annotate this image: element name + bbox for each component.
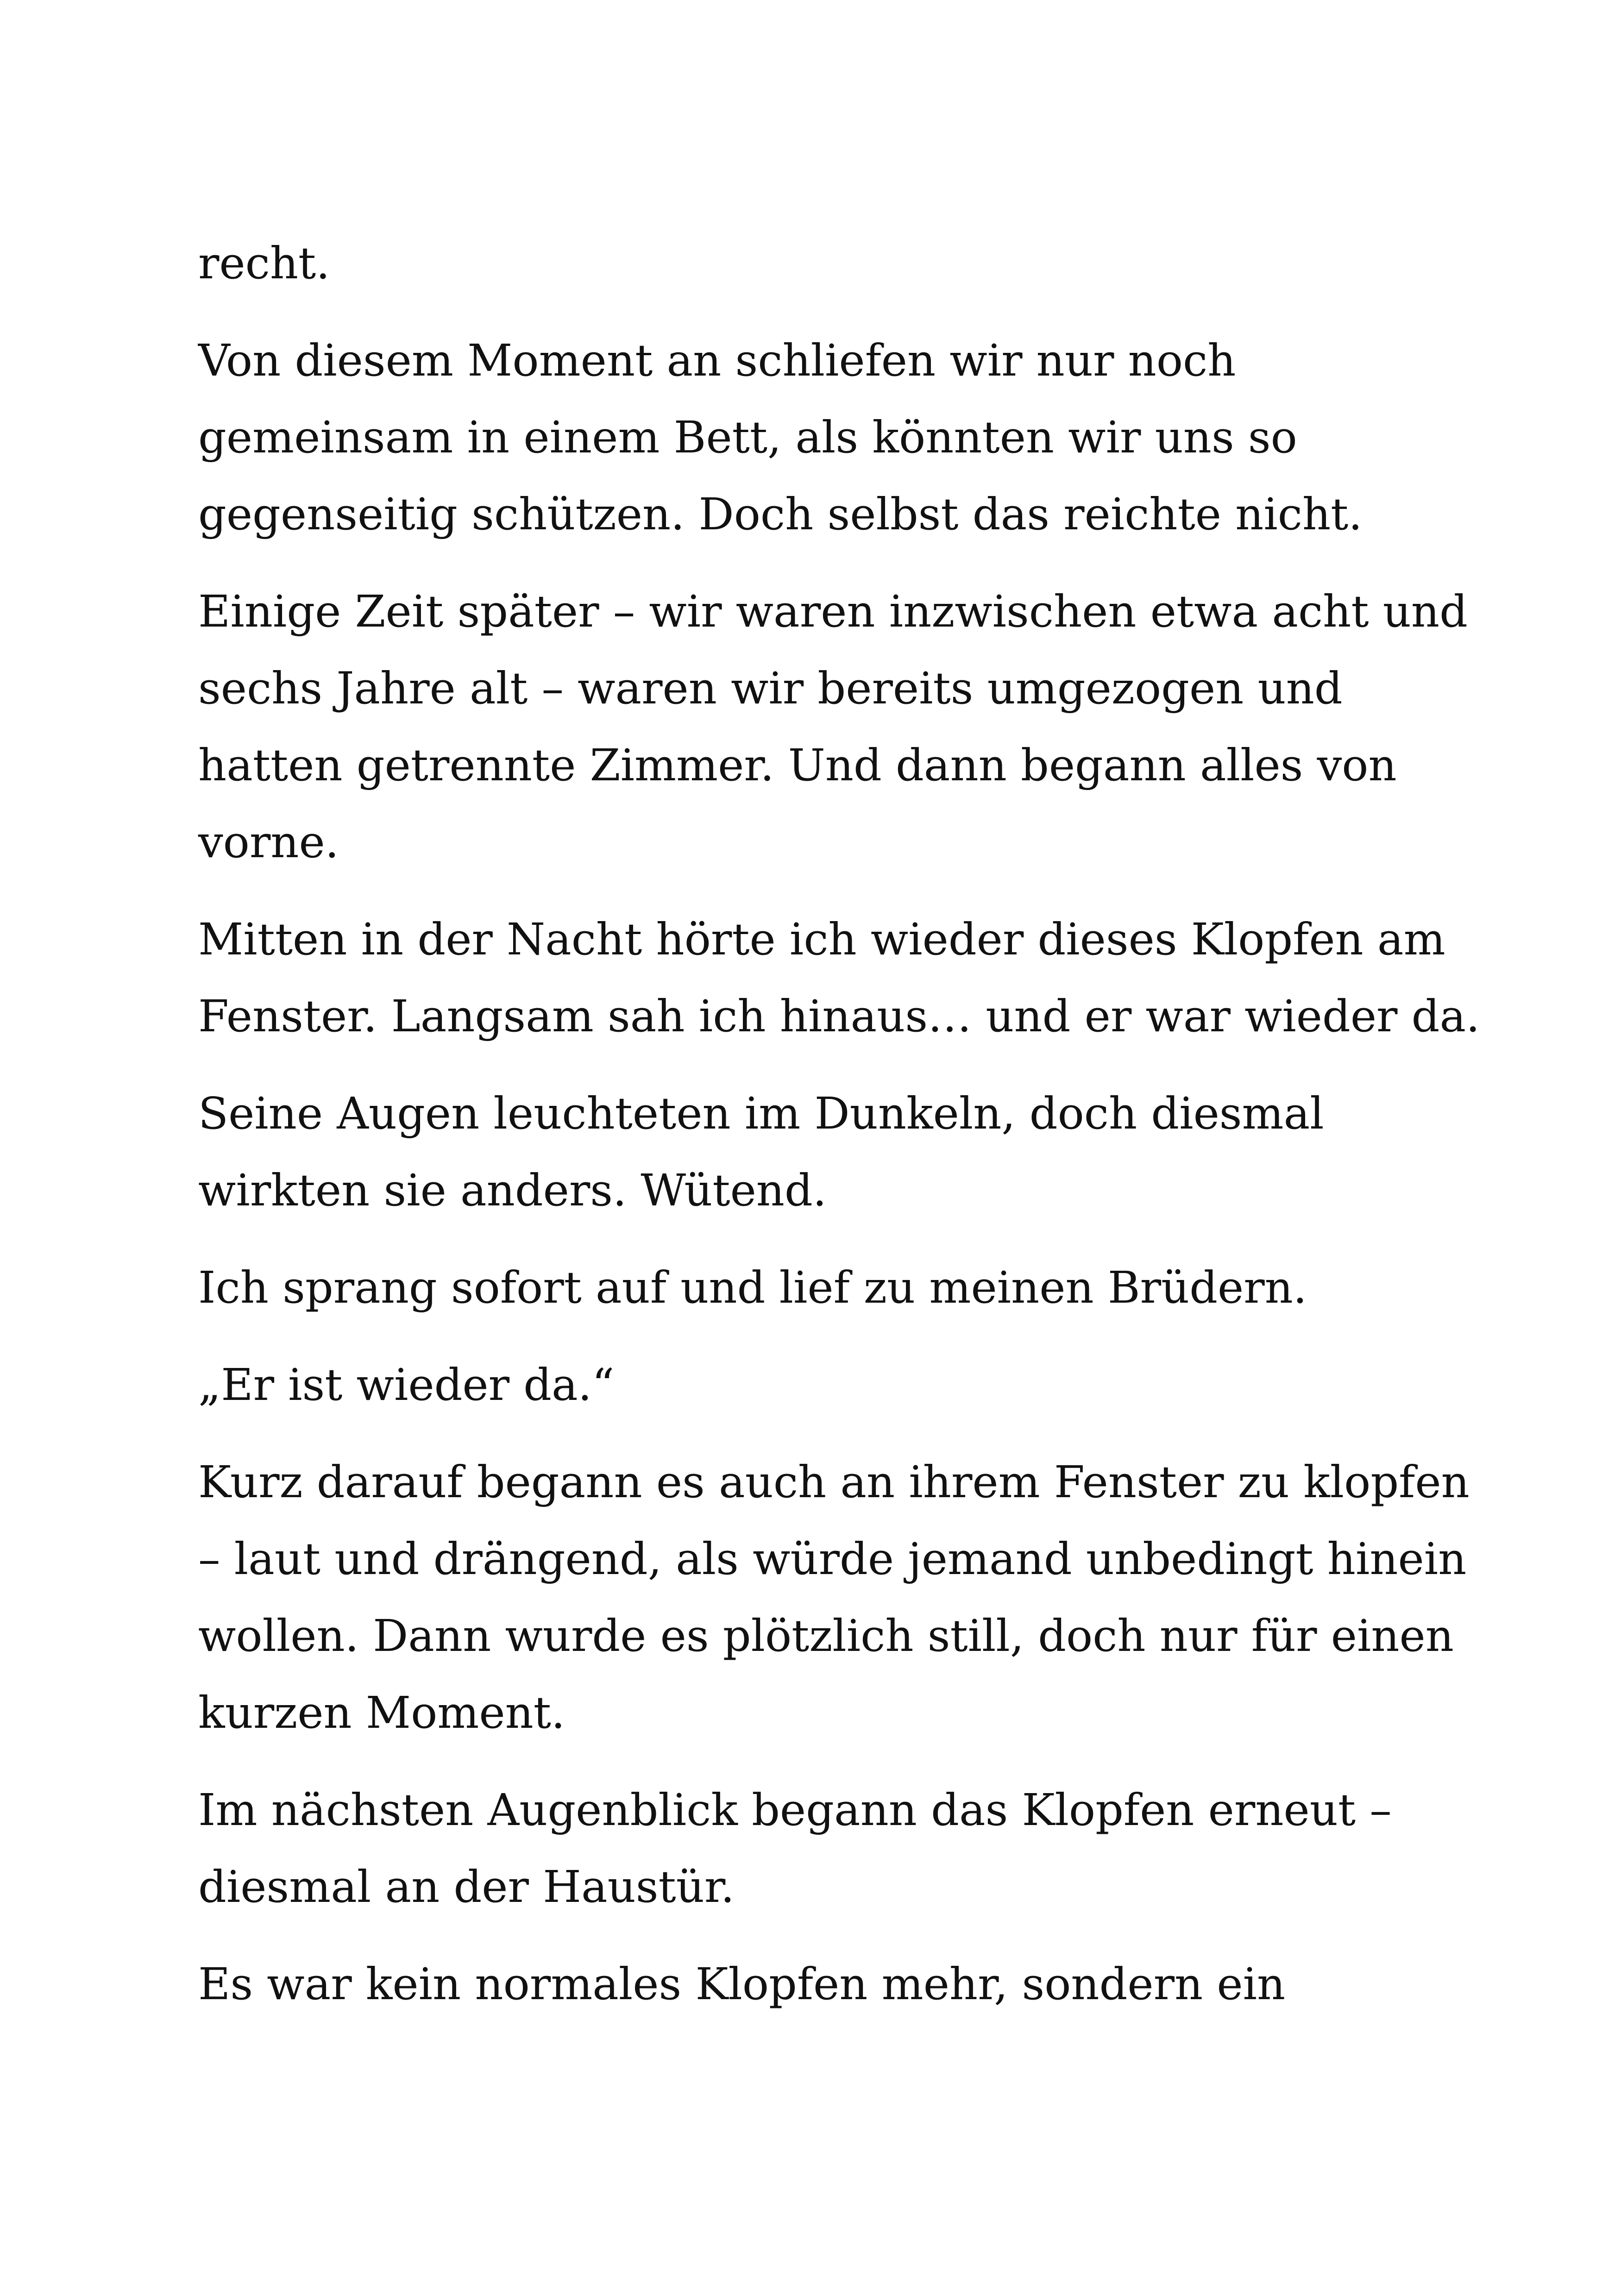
text-line: kurzen Moment. (198, 1687, 565, 1738)
text-line: Einige Zeit später – wir waren inzwischen etwa acht und (198, 586, 1468, 637)
text-line: vorne. (198, 817, 339, 868)
body-text (198, 225, 1480, 2043)
text-line: wirkten sie anders. Wütend. (198, 1165, 827, 1216)
text-line: Kurz darauf begann es auch an ihrem Fenster zu klopfen (198, 1457, 1470, 1508)
text-line: Fenster. Langsam sah ich hinaus… und er war wieder da. (198, 991, 1480, 1042)
text-line: Ich sprang sofort auf und lief zu meinen Brüdern. (198, 1262, 1307, 1313)
paragraph (198, 1772, 1449, 1926)
text-line: gegenseitig schützen. Doch selbst das reichte nicht. (198, 489, 1363, 540)
text-line: Im nächsten Augenblick begann das Klopfen erneut – (198, 1785, 1392, 1836)
paragraph (198, 1249, 1449, 1326)
text-line: sechs Jahre alt – waren wir bereits umgezogen und (198, 663, 1343, 714)
paragraph (198, 573, 1468, 881)
paragraph (198, 322, 1449, 553)
text-line: „Er ist wieder da.“ (198, 1360, 615, 1411)
text-line: recht. (198, 238, 330, 289)
paragraph (198, 1347, 1449, 1424)
text-line: Mitten in der Nacht hörte ich wieder dieses Klopfen am (198, 914, 1445, 965)
text-line: – laut und drängend, als würde jemand unbedingt hinein (198, 1534, 1467, 1585)
paragraph (198, 1946, 1449, 2023)
text-line: wollen. Dann wurde es plötzlich still, doch nur für einen (198, 1611, 1454, 1662)
paragraph (198, 225, 1449, 302)
text-line: Seine Augen leuchteten im Dunkeln, doch diesmal (198, 1088, 1324, 1139)
paragraph (198, 1075, 1449, 1229)
text-line: gemeinsam in einem Bett, als könnten wir uns so (198, 412, 1297, 463)
text-line: diesmal an der Haustür. (198, 1862, 735, 1913)
text-line: hatten getrennte Zimmer. Und dann begann alles von (198, 740, 1397, 791)
paragraph (198, 1444, 1470, 1751)
text-line: Es war kein normales Klopfen mehr, sondern ein (198, 1959, 1286, 2010)
text-line: Von diesem Moment an schliefen wir nur noch (198, 335, 1236, 386)
paragraph (198, 901, 1480, 1055)
